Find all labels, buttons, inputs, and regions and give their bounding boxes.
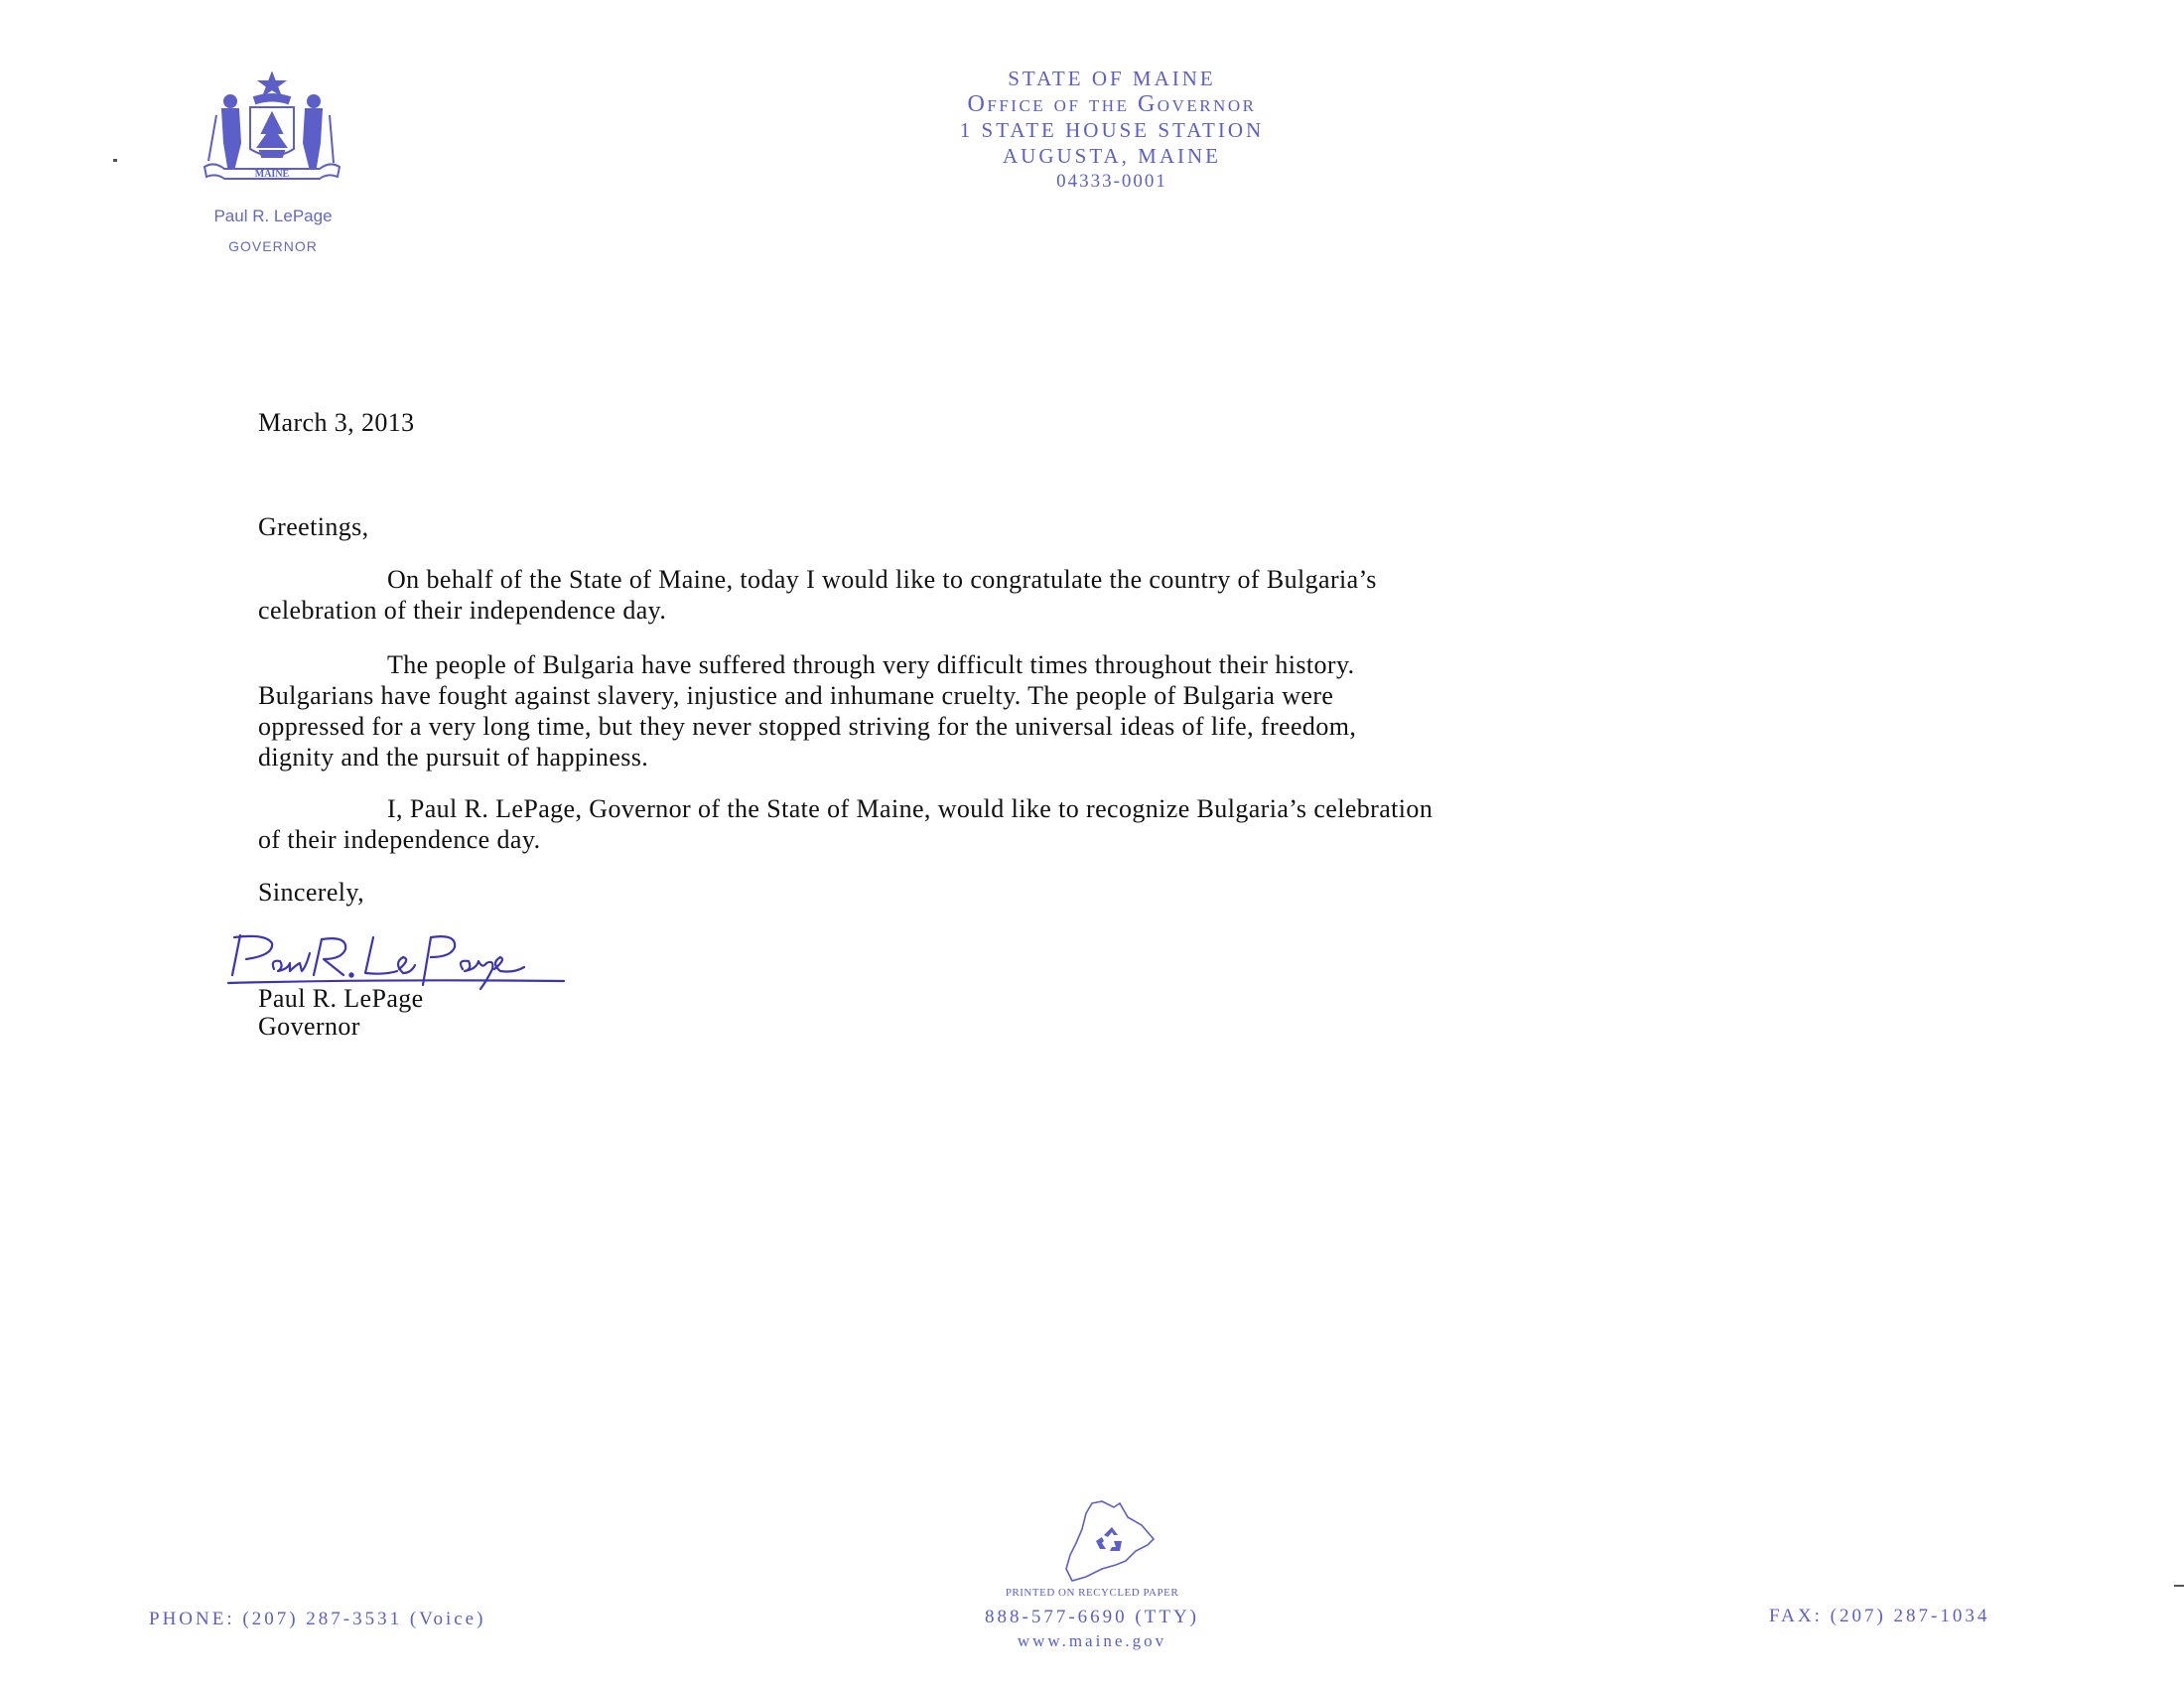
- svg-text:Paul R. LePage: Paul R. LePage: [226, 929, 233, 930]
- address-line-zip: 04333-0001: [1056, 171, 1167, 192]
- letter-paragraph-3: [258, 793, 1946, 855]
- state-seal-icon: [195, 71, 349, 189]
- scan-speck: [113, 159, 117, 162]
- governor-name: Paul R. LePage: [213, 207, 333, 225]
- paragraph-3-line-1: I, Paul R. LePage, Governor of the State of Maine, would like to recognize Bulgaria’s celebration: [387, 794, 1433, 823]
- letter-date: March 3, 2013: [258, 408, 415, 437]
- signer-name: Paul R. LePage: [258, 984, 424, 1013]
- address-line-office: Office of the Governor: [967, 91, 1257, 117]
- letterhead-address: [774, 66, 1449, 195]
- paragraph-1-line-2: celebration of their independence day.: [258, 596, 667, 625]
- footer-tty: 888-577-6690 (TTY): [985, 1607, 1199, 1627]
- governor-title: GOVERNOR: [228, 238, 318, 254]
- paragraph-1-line-1: On behalf of the State of Maine, today I would like to congratulate the country of Bulgaria’s: [387, 565, 1377, 594]
- footer-phone: PHONE: (207) 287-3531 (Voice): [149, 1609, 486, 1629]
- letter-paragraph-1: [258, 564, 1946, 626]
- paragraph-2-line-3: oppressed for a very long time, but they never stopped striving for the universal ideas of life, freedom,: [258, 712, 1357, 741]
- letter-paragraph-2: [258, 649, 1946, 773]
- svg-text:MAINE: MAINE: [254, 169, 290, 180]
- letter-greeting: Greetings,: [258, 512, 369, 541]
- address-line-station: 1 STATE HOUSE STATION: [959, 118, 1265, 142]
- paragraph-2-line-1: The people of Bulgaria have suffered through very difficult times throughout their history.: [387, 650, 1355, 679]
- recycled-paper-note: PRINTED ON RECYCLED PAPER: [1005, 1587, 1179, 1599]
- address-line-city: AUGUSTA, MAINE: [1003, 144, 1221, 168]
- maine-map-recycle-icon: [1062, 1499, 1165, 1585]
- letter-closing: Sincerely,: [258, 878, 364, 907]
- scan-speck: [2174, 1585, 2184, 1587]
- signer-title: Governor: [258, 1012, 360, 1041]
- paragraph-3-line-2: of their independence day.: [258, 825, 541, 854]
- footer-fax: FAX: (207) 287-1034: [1769, 1606, 1990, 1626]
- footer-website: www.maine.gov: [1017, 1631, 1167, 1650]
- address-line-state: STATE OF MAINE: [1008, 67, 1216, 90]
- paragraph-2-line-2: Bulgarians have fought against slavery, injustice and inhumane cruelty. The people of Bulgaria were: [258, 681, 1334, 710]
- paragraph-2-line-4: dignity and the pursuit of happiness.: [258, 743, 649, 772]
